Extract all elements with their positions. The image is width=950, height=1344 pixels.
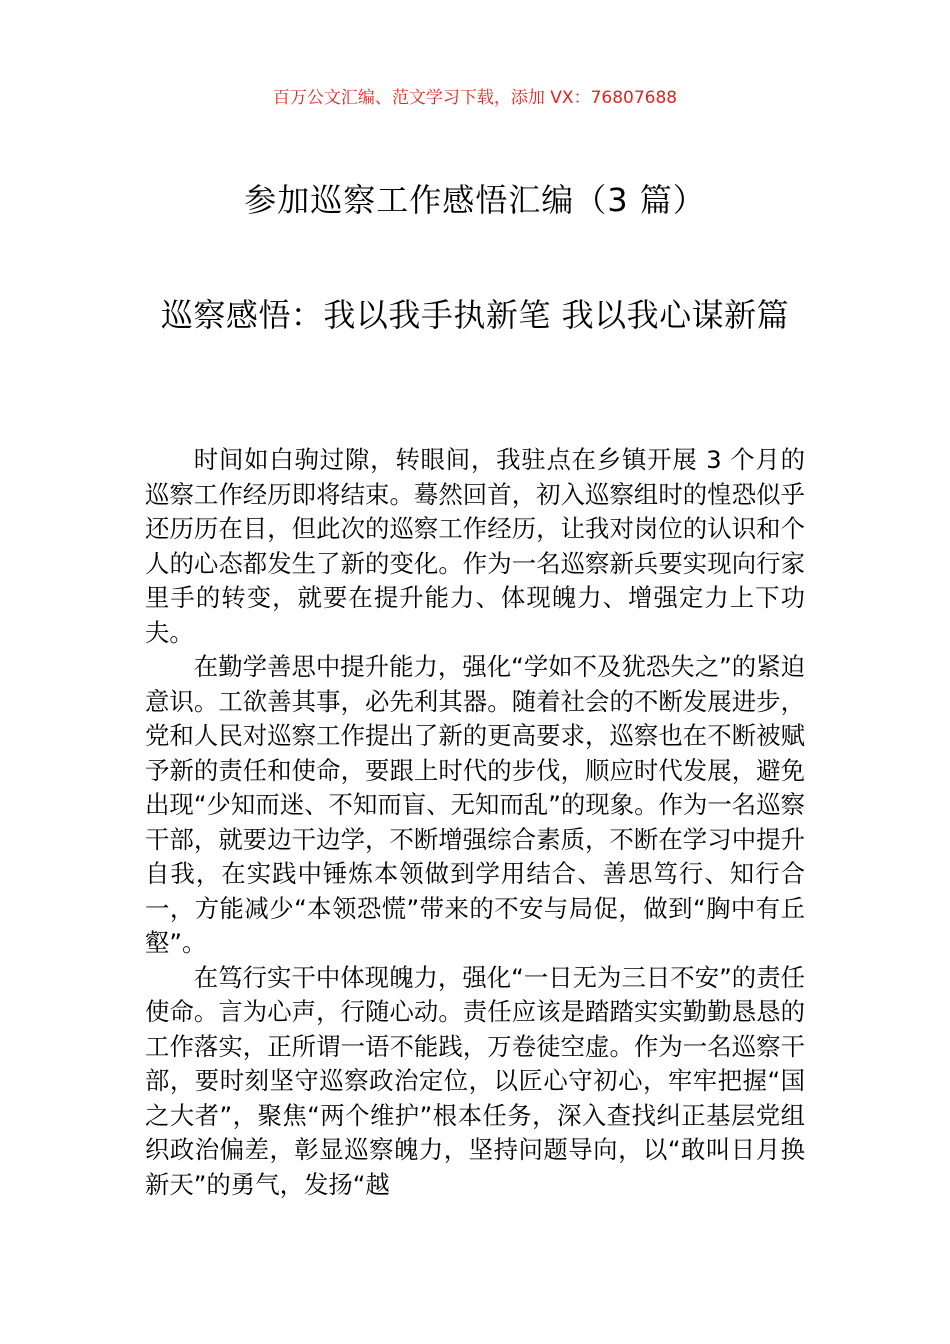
paragraph-2: 在勤学善思中提升能力，强化“学如不及犹恐失之”的紧迫意识。工欲善其事，必先利其器。随着社会的不断发展进步，党和人民对巡察工作提出了新的更高要求，巡察也在不断被赋予新的责任和使命，要跟上时代的步伐，顺应时代发展，避免出现“少知而迷、不知而盲、无知而乱”的现象。作为一名巡察干部，就要边干边学，不断增强综合素质，不断在学习中提升自我，在实践中锤炼本领做到学用结合、善思笃行、知行合一，方能减少“本领恐慌”带来的不安与局促，做到“胸中有丘壑”。 xyxy=(145,652,805,957)
paragraph-3: 在笃行实干中体现魄力，强化“一日无为三日不安”的责任使命。言为心声，行随心动。责任应该是踏踏实实勤勤恳恳的工作落实，正所谓一语不能践，万卷徒空虚。作为一名巡察干部，要时刻坚守巡察政治定位，以匠心守初心，牢牢把握“国之大者”，聚焦“两个维护”根本任务，深入查找纠正基层党组织政治偏差，彰显巡察魄力，坚持问题导向，以“敢叫日月换新天”的勇气，发扬“越 xyxy=(145,962,805,1199)
article-body xyxy=(145,443,805,1202)
article-subtitle: 巡察感悟：我以我手执新笔 我以我心谋新篇 xyxy=(160,296,790,334)
document-title: 参加巡察工作感悟汇编（3 篇） xyxy=(244,181,706,219)
paragraph-1: 时间如白驹过隙，转眼间，我驻点在乡镇开展 3 个月的巡察工作经历即将结束。蓦然回首，初入巡察组时的惶恐似乎还历历在目，但此次的巡察工作经历，让我对岗位的认识和个人的心态都发生了新的变化。作为一名巡察新兵要实现向行家里手的转变，就要在提升能力、体现魄力、增强定力上下功夫。 xyxy=(145,445,805,647)
header-ad-note: 百万公文汇编、范文学习下载，添加 VX：76807688 xyxy=(272,88,678,108)
